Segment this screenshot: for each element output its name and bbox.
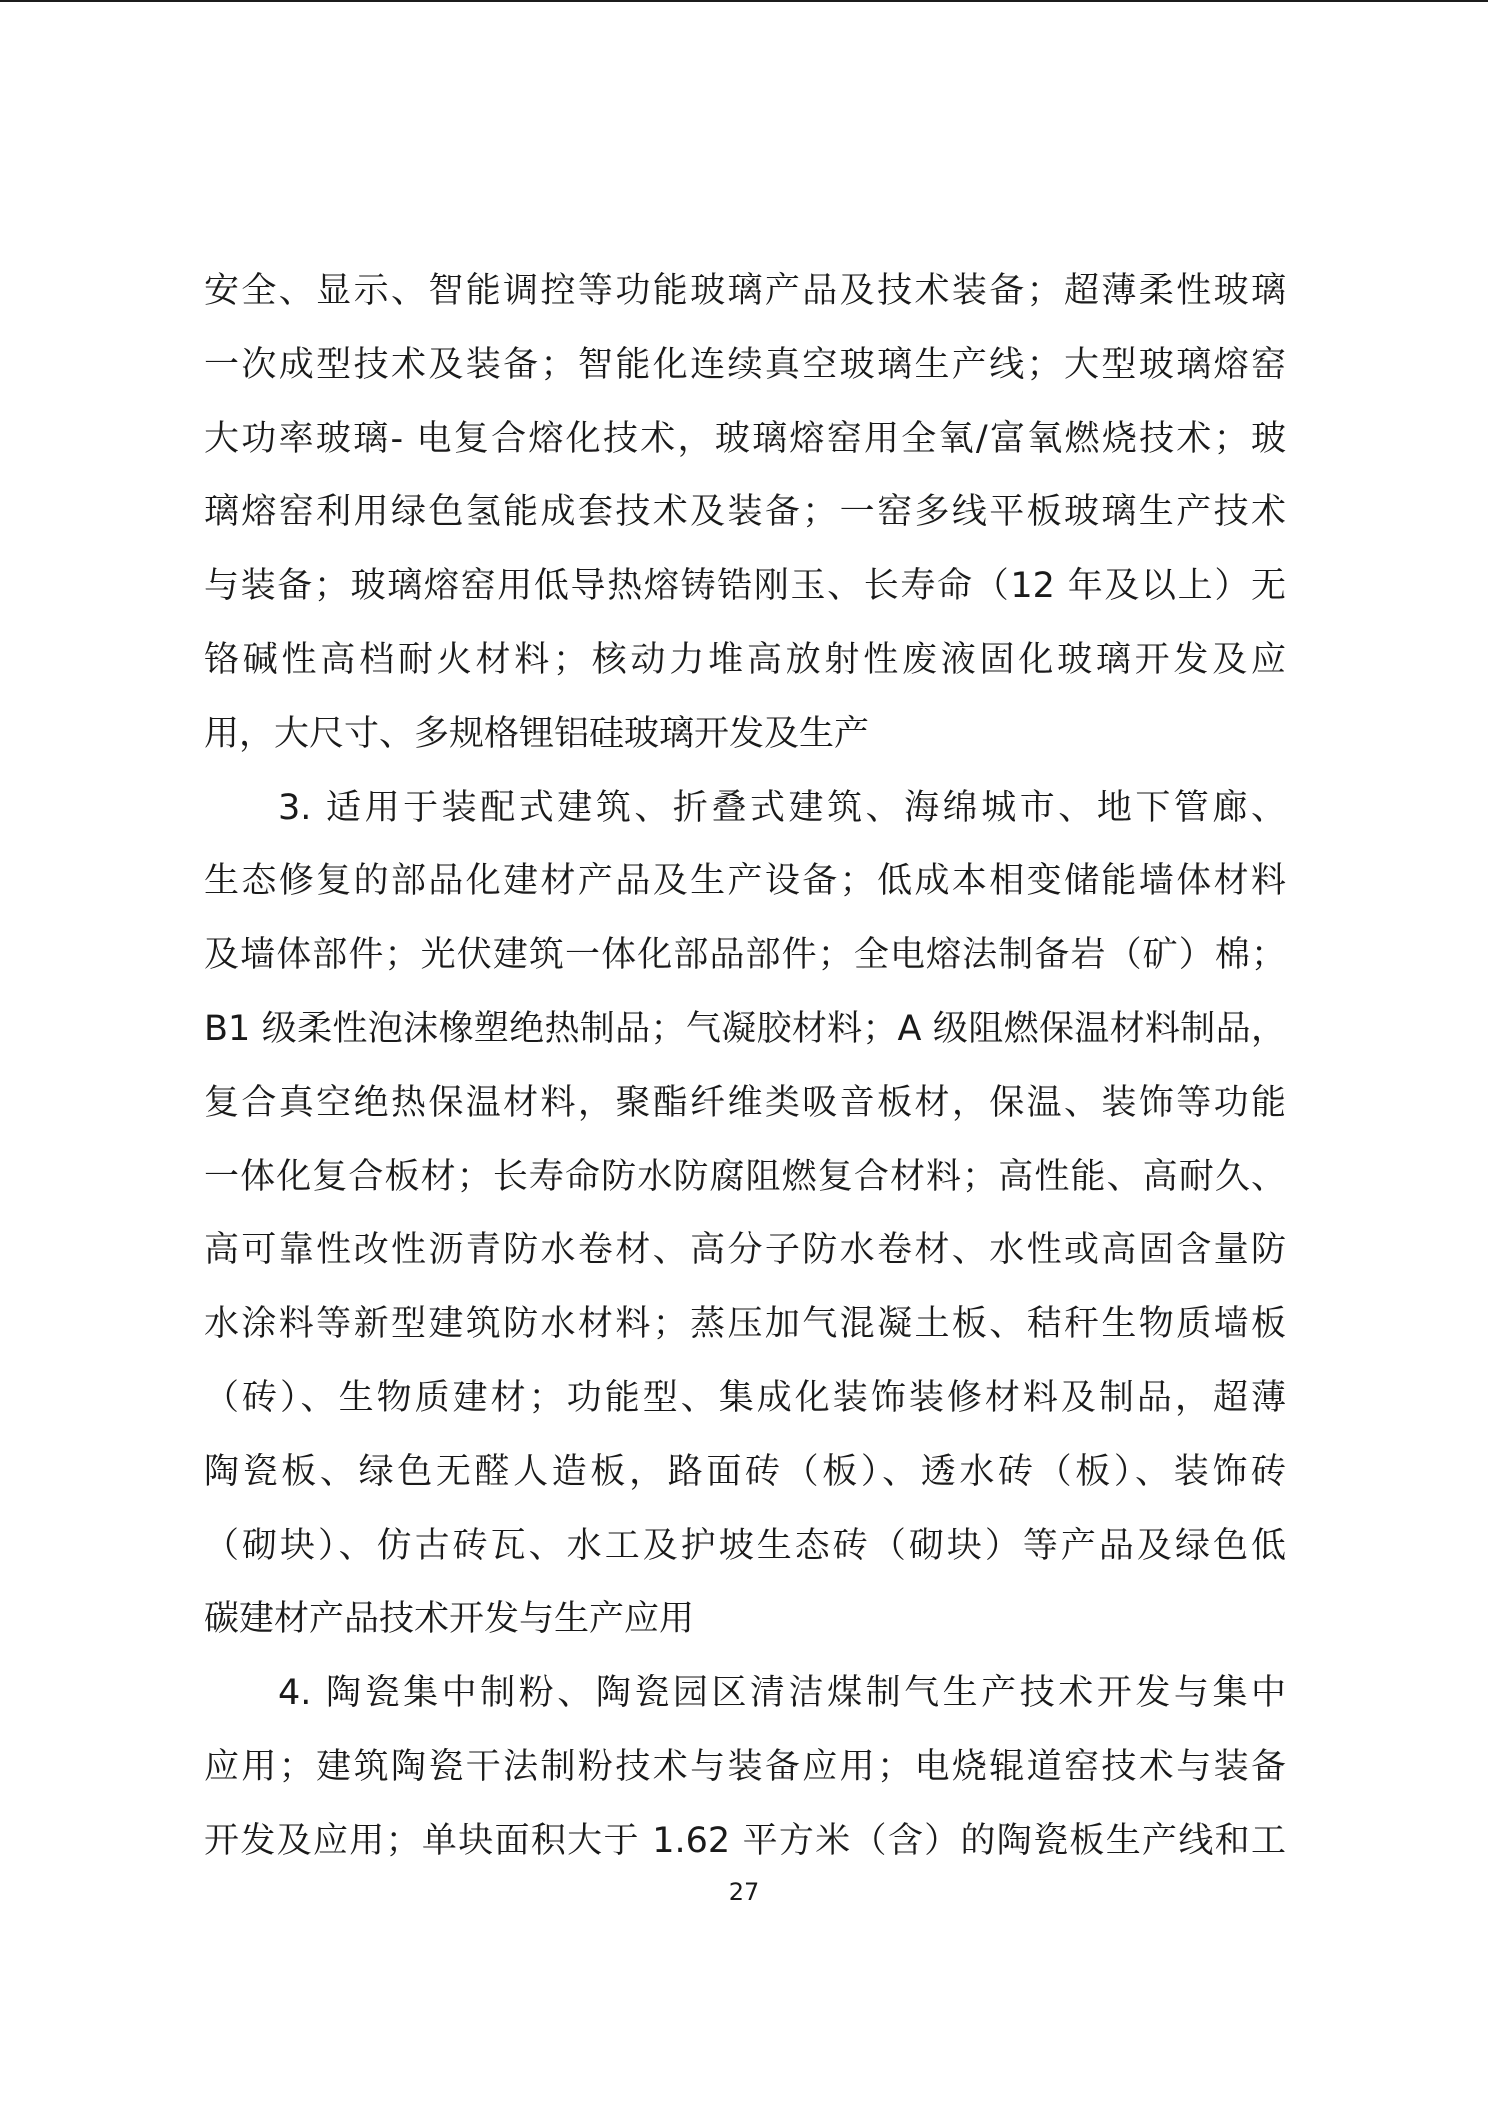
- text-line: 应用；建筑陶瓷干法制粉技术与装备应用；电烧辊道窑技术与装备: [204, 1746, 1286, 1787]
- text-line: 用，大尺寸、多规格锂铝硅玻璃开发及生产: [204, 713, 870, 754]
- text-line: 水涂料等新型建筑防水材料；蒸压加气混凝土板、秸秆生物质墙板: [204, 1304, 1286, 1345]
- text-line: 大功率玻璃- 电复合熔化技术，玻璃熔窑用全氧/富氧燃烧技术；玻: [204, 418, 1286, 459]
- text-line: （砌块）、仿古砖瓦、水工及护坡生态砖（砌块）等产品及绿色低: [204, 1525, 1286, 1566]
- text-line: 生态修复的部品化建材产品及生产设备；低成本相变储能墙体材料: [204, 861, 1286, 902]
- text-line: 高可靠性改性沥青防水卷材、高分子防水卷材、水性或高固含量防: [204, 1230, 1286, 1271]
- text-line: 开发及应用；单块面积大于 1.62 平方米（含）的陶瓷板生产线和工: [204, 1820, 1286, 1861]
- page-number: 27: [728, 1878, 760, 1906]
- text-line: 璃熔窑利用绿色氢能成套技术及装备；一窑多线平板玻璃生产技术: [204, 492, 1286, 533]
- paragraph-item-3: [204, 772, 1286, 1658]
- text-line: 碳建材产品技术开发与生产应用: [204, 1599, 695, 1640]
- paragraph-glass-technologies: [204, 255, 1286, 772]
- document-body: [204, 255, 1286, 1879]
- text-line: 安全、显示、智能调控等功能玻璃产品及技术装备；超薄柔性玻璃: [204, 271, 1286, 311]
- text-line: 3. 适用于装配式建筑、折叠式建筑、海绵城市、地下管廊、: [278, 787, 1286, 828]
- text-line: 一体化复合板材；长寿命防水防腐阻燃复合材料；高性能、高耐久、: [204, 1156, 1286, 1197]
- text-line: 铬碱性高档耐火材料；核动力堆高放射性废液固化玻璃开发及应: [204, 639, 1286, 680]
- text-line: 4. 陶瓷集中制粉、陶瓷园区清洁煤制气生产技术开发与集中: [278, 1673, 1286, 1714]
- paragraph-item-4: [204, 1657, 1286, 1878]
- text-line: 及墙体部件；光伏建筑一体化部品部件；全电熔法制备岩（矿）棉；: [204, 935, 1286, 976]
- text-line: B1 级柔性泡沫橡塑绝热制品；气凝胶材料；A 级阻燃保温材料制品，: [204, 1008, 1286, 1049]
- text-line: 复合真空绝热保温材料，聚酯纤维类吸音板材，保温、装饰等功能: [204, 1082, 1286, 1123]
- text-line: （砖）、生物质建材；功能型、集成化装饰装修材料及制品，超薄: [204, 1377, 1286, 1418]
- text-line: 一次成型技术及装备；智能化连续真空玻璃生产线；大型玻璃熔窑: [204, 344, 1286, 385]
- page-top-edge: [0, 0, 1488, 2]
- text-line: 陶瓷板、绿色无醛人造板，路面砖（板）、透水砖（板）、装饰砖: [204, 1451, 1286, 1492]
- text-line: 与装备；玻璃熔窑用低导热熔铸锆刚玉、长寿命（12 年及以上）无: [204, 566, 1286, 607]
